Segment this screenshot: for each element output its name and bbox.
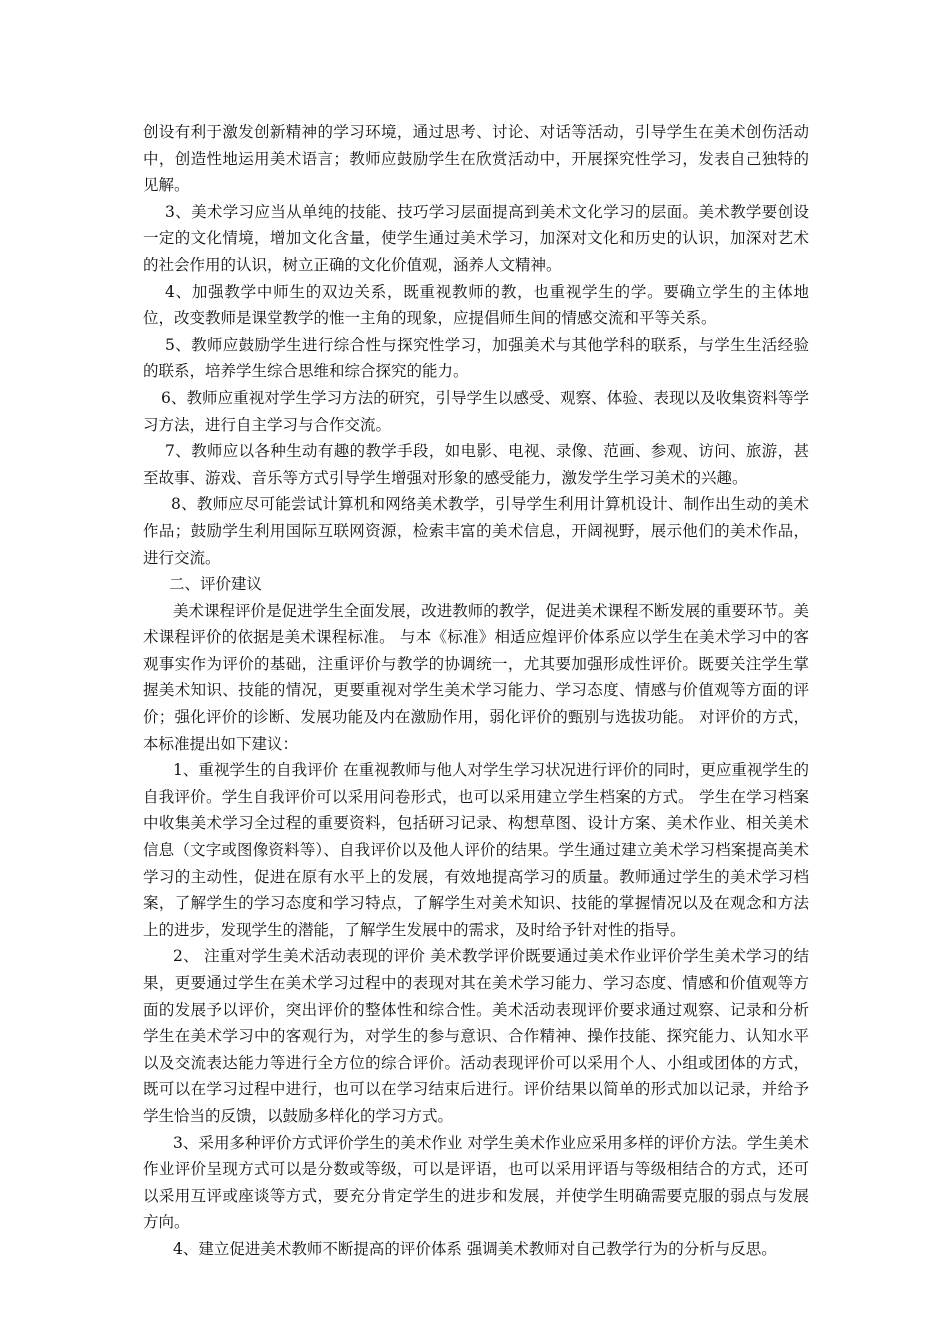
paragraph-item-4: 4、加强教学中师生的双边关系，既重视教师的教，也重视学生的学。要确立学生的主体地位，改变教师是课堂教学的惟一主角的现象，应提倡师生间的情感交流和平等关系。 — [143, 282, 809, 328]
paragraph-evaluation-intro: 美术课程评价是促进学生全面发展，改进教师的教学，促进美术课程不断发展的重要环节。美术课程评价的依据是美术课程标准。 与本《标准》相适应煌评价体系应以学生在美术学习中的客观事实作为评价的基础，注重评价与教学的协调统一，尤其要加强形成性评价。既要关注学生掌握美术知识、技能的情况，更要重视对学生美术学习能力、学习态度、情感与价值观等方面的评价；强化评价的诊断、发展功能及内在激励作用，弱化评价的甄别与选拔功能。 对评价的方式，本标准提出如下建议： — [143, 601, 809, 753]
paragraph-item-3: 3、美术学习应当从单纯的技能、技巧学习层面提高到美术文化学习的层面。美术教学要创设一定的文化情境，增加文化含量，使学生通过美术学习，加深对文化和历史的认识，加深对艺术的社会作用的认识，树立正确的文化价值观，涵养人文精神。 — [143, 202, 809, 274]
paragraph-evaluation-4: 4、建立促进美术教师不断提高的评价体系 强调美术教师对自己教学行为的分析与反思。 — [173, 1239, 777, 1258]
paragraph-intro: 创设有利于激发创新精神的学习环境，通过思考、讨论、对话等活动，引导学生在美术创伤活动中，创造性地运用美术语言；教师应鼓励学生在欣赏活动中，开展探究性学习，发表自己独特的见解。 — [143, 123, 809, 195]
paragraph-evaluation-1: 1、重视学生的自我评价 在重视教师与他人对学生学习状况进行评价的同时，更应重视学生的自我评价。学生自我评价可以采用问卷形式，也可以采用建立学生档案的方式。 学生在学习档案中收集美术学习全过程的重要资料，包括研习记录、构想草图、设计方案、美术作业、相关美术信息（文字或图像资料等）、自我评价以及他人评价的结果。学生通过建立美术学习档案提高美术学习的主动性，促进在原有水平上的发展，有效地提高学习的质量。教师通过学生的美术学习档案，了解学生的学习态度和学习特点，了解学生对美术知识、技能的掌握情况以及在观念和方法上的进步，发现学生的潜能，了解学生发展中的需求，及时给予针对性的指导。 — [143, 761, 809, 939]
paragraph-item-5: 5、教师应鼓励学生进行综合性与探究性学习，加强美术与其他学科的联系，与学生生活经验的联系，培养学生综合思维和综合探究的能力。 — [143, 335, 809, 381]
paragraph-item-7: 7、教师应以各种生动有趣的教学手段，如电影、电视、录像、范画、参观、访问、旅游，甚至故事、游戏、音乐等方式引导学生增强对形象的感受能力，激发学生学习美术的兴趣。 — [143, 442, 809, 487]
paragraph-evaluation-2: 2、 注重对学生美术活动表现的评价 美术教学评价既要通过美术作业评价学生美术学习的结果，更要通过学生在美术学习过程中的表现对其在美术学习能力、学习态度、情感和价值观等方面的发展予以评价，突出评价的整体性和综合性。美术活动表现评价要求通过观察、记录和分析学生在美术学习中的客观行为，对学生的参与意识、合作精神、操作技能、探究能力、认知水平以及交流表达能力等进行全方位的综合评价。活动表现评价可以采用个人、小组或团体的方式，既可以在学习过程中进行，也可以在学习结束后进行。评价结果以简单的形式加以记录，并给予学生恰当的反馈，以鼓励多样化的学习方式。 — [143, 947, 809, 1125]
document-page — [143, 119, 809, 1263]
paragraph-evaluation-3: 3、采用多种评价方式评价学生的美术作业 对学生美术作业应采用多样的评价方法。学生美术作业评价呈现方式可以是分数或等级，可以是评语，也可以采用评语与等级相结合的方式，还可以采用互评或座谈等方式，要充分肯定学生的进步和发展，并使学生明确需要克服的弱点与发展方向。 — [143, 1133, 809, 1232]
section-heading-evaluation: 二、评价建议 — [169, 575, 263, 594]
paragraph-item-8: 8、教师应尽可能尝试计算机和网络美术教学，引导学生利用计算机设计、制作出生动的美术作品；鼓励学生利用国际互联网资源，检索丰富的美术信息，开阔视野，展示他们的美术作品，进行交流。 — [143, 495, 809, 567]
paragraph-item-6: 6、教师应重视对学生学习方法的研究，引导学生以感受、观察、体验、表现以及收集资料等学习方法，进行自主学习与合作交流。 — [143, 388, 809, 434]
